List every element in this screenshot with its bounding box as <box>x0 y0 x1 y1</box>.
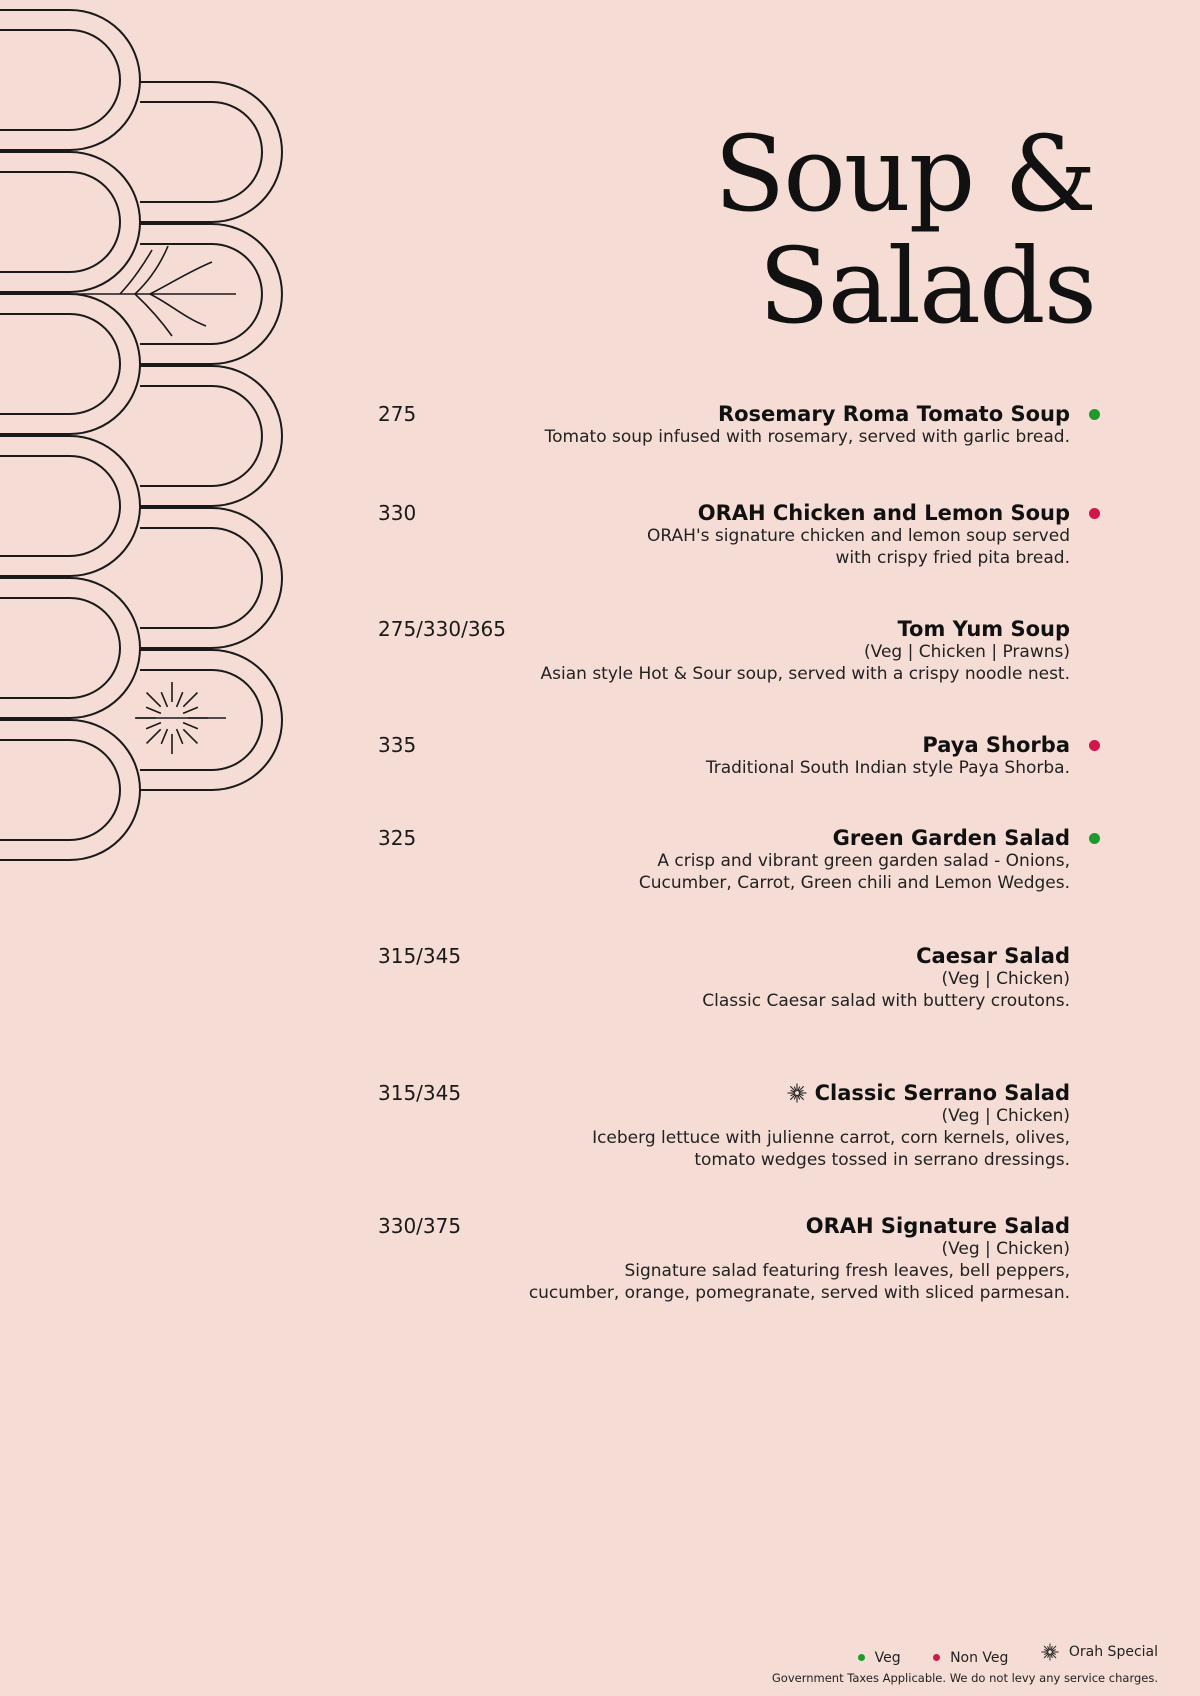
item-text <box>378 826 1070 894</box>
item-name-label: Tom Yum Soup <box>897 617 1070 641</box>
item-name-label: Classic Serrano Salad <box>814 1081 1070 1105</box>
item-text <box>378 944 1070 1012</box>
item-name <box>378 501 1070 525</box>
item-text <box>378 1081 1070 1171</box>
item-description: with crispy fried pita bread. <box>835 548 1070 568</box>
non-veg-dot-icon <box>933 1654 940 1661</box>
title-line-2: Salads <box>758 225 1095 347</box>
item-name-label: Paya Shorba <box>922 733 1070 757</box>
legend-special-label: Orah Special <box>1068 1644 1158 1660</box>
item-price: 275 <box>378 402 417 426</box>
item-price: 330 <box>378 501 417 525</box>
item-text <box>378 1214 1070 1304</box>
item-description: Traditional South Indian style Paya Shorba. <box>705 758 1070 778</box>
item-description: Asian style Hot & Sour soup, served with a crispy noodle nest. <box>540 664 1070 684</box>
page-title <box>713 113 1095 347</box>
item-description: Signature salad featuring fresh leaves, bell peppers, <box>624 1261 1070 1281</box>
item-description: cucumber, orange, pomegranate, served with sliced parmesan. <box>528 1283 1070 1303</box>
item-name <box>378 826 1070 850</box>
item-description: Iceberg lettuce with julienne carrot, corn kernels, olives, <box>592 1128 1070 1148</box>
item-variants: (Veg | Chicken) <box>941 969 1070 989</box>
menu-item <box>378 402 1070 448</box>
item-price: 275/330/365 <box>378 617 506 641</box>
item-text <box>378 733 1070 779</box>
menu-item <box>378 1214 1070 1304</box>
item-name-label: ORAH Chicken and Lemon Soup <box>697 501 1070 525</box>
item-text <box>378 402 1070 448</box>
legend-veg <box>858 1648 901 1668</box>
item-description: A crisp and vibrant green garden salad - Onions, <box>657 851 1070 871</box>
veg-dot-icon <box>858 1654 865 1661</box>
item-variants: (Veg | Chicken | Prawns) <box>864 642 1070 662</box>
item-name-label: Caesar Salad <box>916 944 1070 968</box>
menu-item <box>378 826 1070 894</box>
non-veg-dot-icon <box>1089 740 1100 751</box>
item-variants: (Veg | Chicken) <box>941 1239 1070 1259</box>
orah-special-icon <box>787 1083 807 1103</box>
item-price: 330/375 <box>378 1214 462 1238</box>
item-name-label: Rosemary Roma Tomato Soup <box>717 402 1070 426</box>
legend-non-veg <box>933 1648 1008 1668</box>
item-name <box>378 944 1070 968</box>
item-variants: (Veg | Chicken) <box>941 1106 1070 1126</box>
menu-item <box>378 944 1070 1012</box>
title-line-1: Soup & <box>713 113 1095 235</box>
legend-non-veg-label: Non Veg <box>950 1649 1009 1666</box>
item-price: 315/345 <box>378 944 462 968</box>
item-description: ORAH's signature chicken and lemon soup served <box>647 526 1070 546</box>
item-name <box>378 733 1070 757</box>
menu-item <box>378 617 1070 685</box>
item-name <box>378 402 1070 426</box>
decorative-arch-pattern <box>0 0 300 880</box>
item-price: 335 <box>378 733 417 757</box>
item-description: Cucumber, Carrot, Green chili and Lemon Wedges. <box>638 873 1070 893</box>
item-price: 325 <box>378 826 417 850</box>
item-name <box>378 1214 1070 1238</box>
item-name-label: ORAH Signature Salad <box>805 1214 1070 1238</box>
legend <box>772 1642 1158 1668</box>
legend-special <box>1041 1642 1158 1662</box>
legend-veg-label: Veg <box>874 1649 901 1666</box>
menu-item <box>378 1081 1070 1171</box>
item-name-label: Green Garden Salad <box>832 826 1070 850</box>
item-description: Tomato soup infused with rosemary, served with garlic bread. <box>544 427 1070 447</box>
item-description: tomato wedges tossed in serrano dressings. <box>694 1150 1070 1170</box>
menu-item <box>378 501 1070 569</box>
item-description: Classic Caesar salad with buttery croutons. <box>702 991 1070 1011</box>
non-veg-dot-icon <box>1089 508 1100 519</box>
footer-note: Government Taxes Applicable. We do not levy any service charges. <box>771 1670 1158 1685</box>
footer <box>772 1642 1158 1686</box>
item-price: 315/345 <box>378 1081 462 1105</box>
veg-dot-icon <box>1089 409 1100 420</box>
item-text <box>378 501 1070 569</box>
veg-dot-icon <box>1089 833 1100 844</box>
menu-item <box>378 733 1070 779</box>
orah-special-icon <box>1041 1643 1059 1661</box>
item-name <box>378 1081 1070 1105</box>
